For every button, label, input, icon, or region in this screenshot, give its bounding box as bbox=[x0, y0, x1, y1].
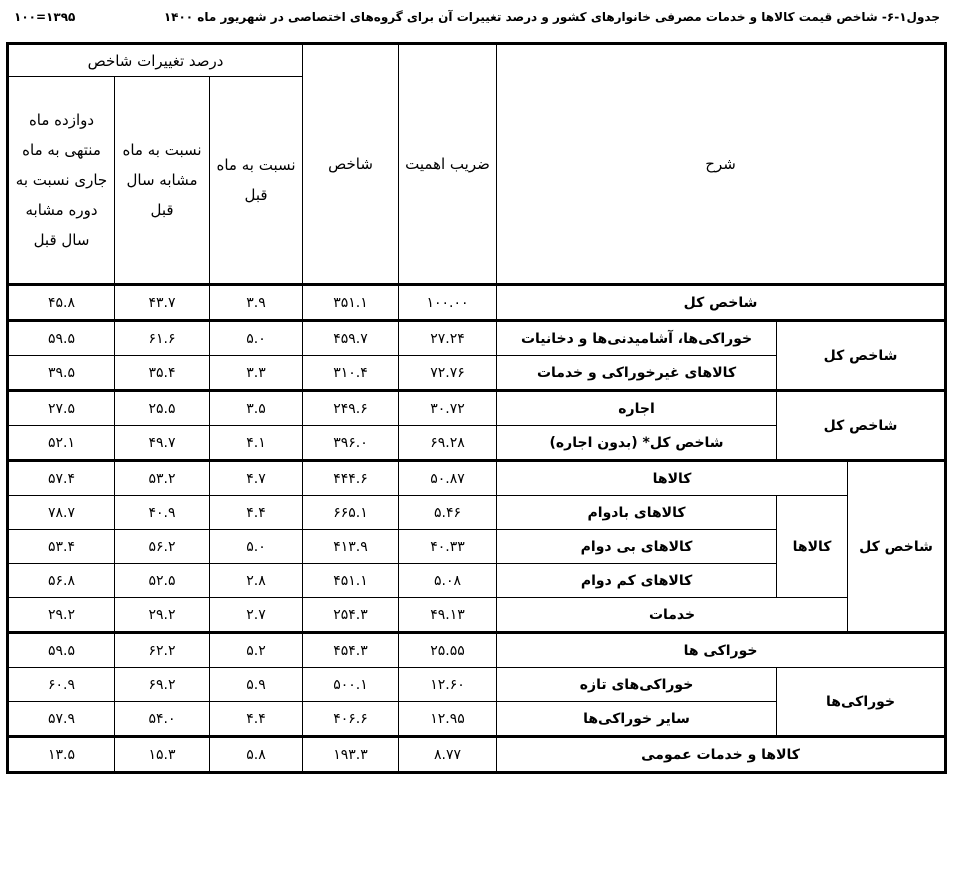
row-label: خدمات bbox=[497, 598, 848, 633]
index-cell: ۴۱۳.۹ bbox=[303, 530, 399, 564]
index-cell: ۶۶۵.۱ bbox=[303, 496, 399, 530]
table-row bbox=[9, 285, 945, 321]
monthly-cell: ۵.۰ bbox=[210, 321, 303, 356]
weight-cell: ۱۰۰.۰۰ bbox=[399, 285, 497, 321]
twelve-month-cell: ۵۶.۸ bbox=[9, 564, 115, 598]
index-cell: ۳۵۱.۱ bbox=[303, 285, 399, 321]
row-label: سایر خوراکی‌ها bbox=[497, 702, 777, 737]
yoy-cell: ۵۶.۲ bbox=[115, 530, 210, 564]
yoy-cell: ۳۵.۴ bbox=[115, 356, 210, 391]
index-cell: ۴۴۴.۶ bbox=[303, 461, 399, 496]
yoy-cell: ۶۹.۲ bbox=[115, 668, 210, 702]
weight-cell: ۴۰.۳۳ bbox=[399, 530, 497, 564]
index-cell: ۱۹۳.۳ bbox=[303, 737, 399, 772]
row-label: کالاهای غیرخوراکی و خدمات bbox=[497, 356, 777, 391]
weight-cell: ۵.۰۸ bbox=[399, 564, 497, 598]
table-row bbox=[9, 496, 945, 530]
monthly-cell: ۵.۲ bbox=[210, 633, 303, 668]
weight-cell: ۱۲.۶۰ bbox=[399, 668, 497, 702]
row-label: خوراکی‌ها، آشامیدنی‌ها و دخانیات bbox=[497, 321, 777, 356]
table-title: جدول۱-۶- شاخص قیمت کالاها و خدمات مصرفی خانوارهای کشور و درصد تغییرات آن برای گروه‌های اختصاصی در شهریور ماه ۱۴۰۰ bbox=[163, 10, 940, 24]
yoy-cell: ۲۵.۵ bbox=[115, 391, 210, 426]
index-cell: ۵۰۰.۱ bbox=[303, 668, 399, 702]
index-cell: ۴۵۹.۷ bbox=[303, 321, 399, 356]
weight-cell: ۸.۷۷ bbox=[399, 737, 497, 772]
twelve-month-cell: ۵۹.۵ bbox=[9, 633, 115, 668]
table-row bbox=[9, 633, 945, 668]
monthly-cell: ۵.۰ bbox=[210, 530, 303, 564]
twelve-month-cell: ۵۷.۹ bbox=[9, 702, 115, 737]
index-cell: ۲۴۹.۶ bbox=[303, 391, 399, 426]
subgroup-label: کالاها bbox=[777, 496, 848, 598]
index-cell: ۲۵۴.۳ bbox=[303, 598, 399, 633]
index-cell: ۴۵۴.۳ bbox=[303, 633, 399, 668]
twelve-month-cell: ۴۵.۸ bbox=[9, 285, 115, 321]
base-year-note: ۱۳۹۵=۱۰۰ bbox=[14, 10, 76, 24]
weight-cell: ۷۲.۷۶ bbox=[399, 356, 497, 391]
table-row bbox=[9, 598, 945, 633]
header-twelve-month: دوازده ماه منتهی به ماه جاری نسبت به دوره مشابه سال قبل bbox=[9, 77, 115, 285]
monthly-cell: ۲.۸ bbox=[210, 564, 303, 598]
twelve-month-cell: ۲۷.۵ bbox=[9, 391, 115, 426]
group-label: خوراکی‌ها bbox=[777, 668, 945, 737]
row-label: کالاهای بی دوام bbox=[497, 530, 777, 564]
twelve-month-cell: ۲۹.۲ bbox=[9, 598, 115, 633]
header-yoy: نسبت به ماه مشابه سال قبل bbox=[115, 77, 210, 285]
weight-cell: ۲۷.۲۴ bbox=[399, 321, 497, 356]
weight-cell: ۵.۴۶ bbox=[399, 496, 497, 530]
index-cell: ۴۰۶.۶ bbox=[303, 702, 399, 737]
yoy-cell: ۲۹.۲ bbox=[115, 598, 210, 633]
table-caption bbox=[0, 10, 954, 30]
price-index-table bbox=[8, 44, 945, 772]
twelve-month-cell: ۶۰.۹ bbox=[9, 668, 115, 702]
monthly-cell: ۴.۴ bbox=[210, 702, 303, 737]
yoy-cell: ۴۳.۷ bbox=[115, 285, 210, 321]
index-cell: ۳۱۰.۴ bbox=[303, 356, 399, 391]
header-percent-change: درصد تغییرات شاخص bbox=[9, 45, 303, 77]
monthly-cell: ۴.۷ bbox=[210, 461, 303, 496]
monthly-cell: ۳.۳ bbox=[210, 356, 303, 391]
weight-cell: ۴۹.۱۳ bbox=[399, 598, 497, 633]
header-weight: ضریب اهمیت bbox=[399, 45, 497, 285]
row-label: خوراکی‌های تازه bbox=[497, 668, 777, 702]
row-label: خوراکی ها bbox=[497, 633, 945, 668]
twelve-month-cell: ۵۳.۴ bbox=[9, 530, 115, 564]
row-label: اجاره bbox=[497, 391, 777, 426]
row-label: کالاها و خدمات عمومی bbox=[497, 737, 945, 772]
row-label: کالاهای کم دوام bbox=[497, 564, 777, 598]
twelve-month-cell: ۷۸.۷ bbox=[9, 496, 115, 530]
table-row bbox=[9, 391, 945, 426]
twelve-month-cell: ۵۲.۱ bbox=[9, 426, 115, 461]
weight-cell: ۲۵.۵۵ bbox=[399, 633, 497, 668]
monthly-cell: ۴.۱ bbox=[210, 426, 303, 461]
table-row bbox=[9, 737, 945, 772]
group-label: شاخص کل bbox=[777, 391, 945, 461]
header-index: شاخص bbox=[303, 45, 399, 285]
twelve-month-cell: ۵۹.۵ bbox=[9, 321, 115, 356]
yoy-cell: ۶۲.۲ bbox=[115, 633, 210, 668]
yoy-cell: ۴۰.۹ bbox=[115, 496, 210, 530]
index-cell: ۳۹۶.۰ bbox=[303, 426, 399, 461]
weight-cell: ۶۹.۲۸ bbox=[399, 426, 497, 461]
group-label: شاخص کل bbox=[848, 461, 945, 633]
weight-cell: ۱۲.۹۵ bbox=[399, 702, 497, 737]
table-row bbox=[9, 668, 945, 702]
yoy-cell: ۵۲.۵ bbox=[115, 564, 210, 598]
yoy-cell: ۴۹.۷ bbox=[115, 426, 210, 461]
yoy-cell: ۵۳.۲ bbox=[115, 461, 210, 496]
header-monthly: نسبت به ماه قبل bbox=[210, 77, 303, 285]
twelve-month-cell: ۱۳.۵ bbox=[9, 737, 115, 772]
header-description: شرح bbox=[497, 45, 945, 285]
yoy-cell: ۶۱.۶ bbox=[115, 321, 210, 356]
row-label: شاخص کل bbox=[497, 285, 945, 321]
table-row bbox=[9, 321, 945, 356]
table-row bbox=[9, 461, 945, 496]
monthly-cell: ۵.۹ bbox=[210, 668, 303, 702]
row-label: کالاهای بادوام bbox=[497, 496, 777, 530]
monthly-cell: ۵.۸ bbox=[210, 737, 303, 772]
yoy-cell: ۵۴.۰ bbox=[115, 702, 210, 737]
index-cell: ۴۵۱.۱ bbox=[303, 564, 399, 598]
monthly-cell: ۳.۹ bbox=[210, 285, 303, 321]
monthly-cell: ۴.۴ bbox=[210, 496, 303, 530]
yoy-cell: ۱۵.۳ bbox=[115, 737, 210, 772]
monthly-cell: ۲.۷ bbox=[210, 598, 303, 633]
monthly-cell: ۳.۵ bbox=[210, 391, 303, 426]
row-label: شاخص کل* (بدون اجاره) bbox=[497, 426, 777, 461]
twelve-month-cell: ۳۹.۵ bbox=[9, 356, 115, 391]
twelve-month-cell: ۵۷.۴ bbox=[9, 461, 115, 496]
row-label: کالاها bbox=[497, 461, 848, 496]
weight-cell: ۵۰.۸۷ bbox=[399, 461, 497, 496]
weight-cell: ۳۰.۷۲ bbox=[399, 391, 497, 426]
group-label: شاخص کل bbox=[777, 321, 945, 391]
